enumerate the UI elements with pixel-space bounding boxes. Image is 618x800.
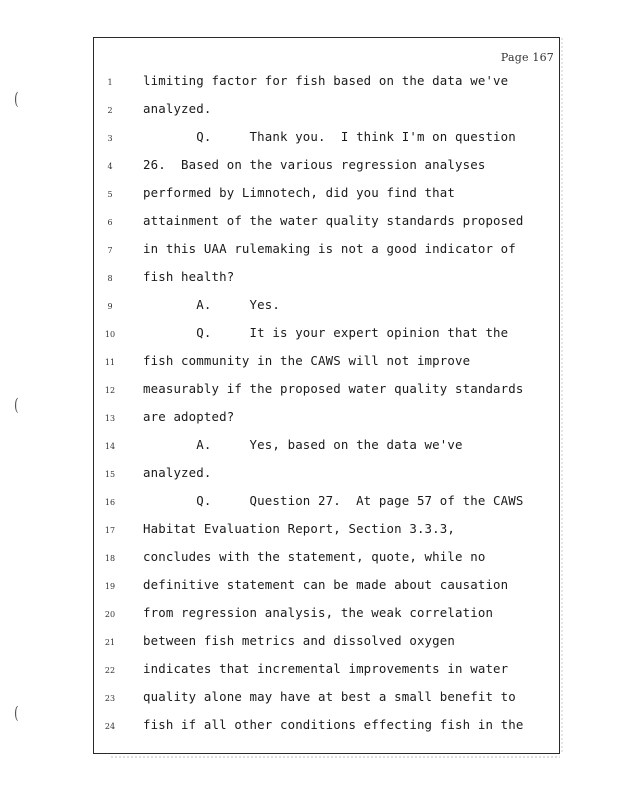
bottom-edge-scan-artifact: [110, 756, 560, 758]
transcript-line: [0, 549, 618, 569]
line-text: analyzed.: [143, 465, 212, 480]
transcript-line: [0, 717, 618, 737]
line-text: Habitat Evaluation Report, Section 3.3.3,: [143, 521, 456, 536]
transcript-line: [0, 409, 618, 429]
transcript-line: [0, 185, 618, 205]
transcript-line: [0, 381, 618, 401]
line-text: Q. It is your expert opinion that the: [143, 325, 509, 340]
transcript-line: [0, 605, 618, 625]
line-text: in this UAA rulemaking is not a good indicator of: [143, 241, 516, 256]
line-text: measurably if the proposed water quality standards: [143, 381, 524, 396]
line-number: 4: [107, 162, 113, 171]
line-text: are adopted?: [143, 409, 235, 424]
margin-mark-middle: (: [14, 395, 19, 415]
transcript-line: [0, 213, 618, 233]
line-text: attainment of the water quality standards proposed: [143, 213, 524, 228]
line-text: fish community in the CAWS will not improve: [143, 353, 471, 368]
line-number: 8: [107, 274, 113, 283]
transcript-line: [0, 577, 618, 597]
line-number: 1: [107, 78, 113, 87]
line-number: 10: [104, 330, 116, 339]
line-text: concludes with the statement, quote, while no: [143, 549, 486, 564]
line-number: 22: [104, 666, 116, 675]
line-number: 5: [107, 190, 113, 199]
transcript-line: [0, 269, 618, 289]
transcript-line: [0, 521, 618, 541]
line-number: 21: [104, 638, 116, 647]
margin-mark-top: (: [14, 89, 19, 109]
line-number: 12: [104, 386, 116, 395]
line-text: limiting factor for fish based on the data we've: [143, 73, 509, 88]
line-number: 2: [107, 106, 113, 115]
line-number: 13: [104, 414, 116, 423]
line-number: 7: [107, 246, 113, 255]
transcript-line: [0, 129, 618, 149]
line-text: performed by Limnotech, did you find that: [143, 185, 456, 200]
line-text: fish if all other conditions effecting fish in the: [143, 717, 524, 732]
line-text: analyzed.: [143, 101, 212, 116]
line-number: 18: [104, 554, 116, 563]
line-text: definitive statement can be made about causation: [143, 577, 509, 592]
line-number: 9: [107, 302, 113, 311]
transcript-line: [0, 297, 618, 317]
transcript-line: [0, 101, 618, 121]
line-number: 19: [104, 582, 116, 591]
transcript-line: [0, 689, 618, 709]
line-text: between fish metrics and dissolved oxygen: [143, 633, 456, 648]
transcript-line: [0, 73, 618, 93]
line-text: Q. Thank you. I think I'm on question: [143, 129, 516, 144]
line-text: quality alone may have at best a small benefit to: [143, 689, 516, 704]
line-number: 11: [104, 358, 116, 367]
transcript-line: [0, 633, 618, 653]
transcript-line: [0, 157, 618, 177]
line-number: 16: [104, 498, 116, 507]
line-text: 26. Based on the various regression analyses: [143, 157, 486, 172]
line-text: indicates that incremental improvements in water: [143, 661, 509, 676]
line-number: 3: [107, 134, 113, 143]
page-number: Page 167: [500, 51, 554, 64]
transcript-line: [0, 437, 618, 457]
line-number: 24: [104, 722, 116, 731]
line-text: Q. Question 27. At page 57 of the CAWS: [143, 493, 524, 508]
line-text: A. Yes, based on the data we've: [143, 437, 463, 452]
transcript-line: [0, 661, 618, 681]
line-number: 23: [104, 694, 116, 703]
transcript-line: [0, 353, 618, 373]
line-text: from regression analysis, the weak correlation: [143, 605, 494, 620]
line-number: 14: [104, 442, 116, 451]
line-text: A. Yes.: [143, 297, 280, 312]
line-number: 20: [104, 610, 116, 619]
transcript-line: [0, 493, 618, 513]
transcript-line: [0, 325, 618, 345]
line-number: 17: [104, 526, 116, 535]
line-number: 6: [107, 218, 113, 227]
transcript-line: [0, 465, 618, 485]
transcript-line: [0, 241, 618, 261]
line-text: fish health?: [143, 269, 235, 284]
margin-mark-bottom: (: [14, 703, 19, 723]
line-number: 15: [104, 470, 116, 479]
